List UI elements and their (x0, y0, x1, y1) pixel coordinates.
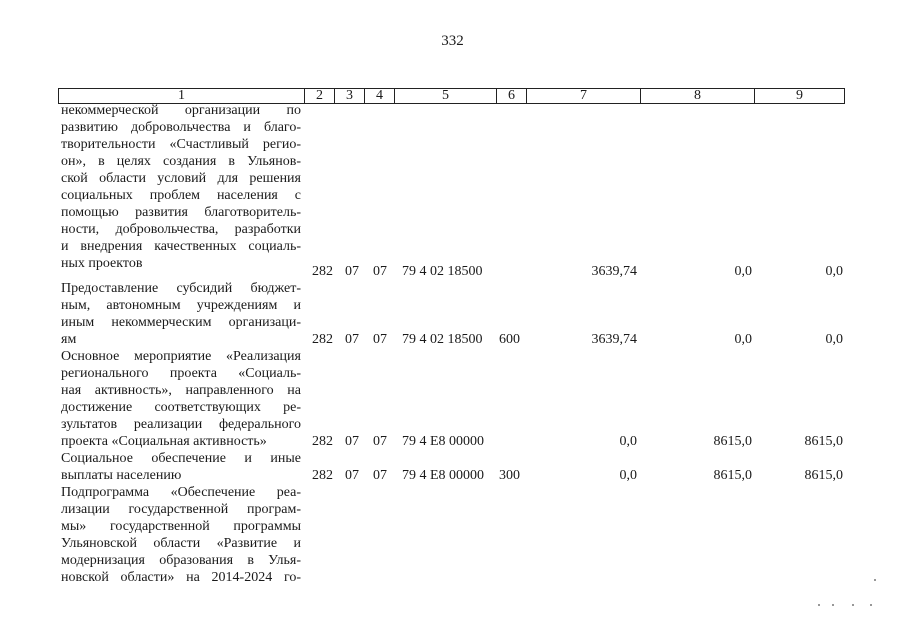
cell-amount-3: 0,0 (825, 264, 843, 279)
cell-amount-1: 3639,74 (591, 264, 637, 279)
cell-ministry: 282 (312, 468, 333, 483)
cell-amount-2: 8615,0 (713, 468, 752, 483)
header-col-2: 2 (305, 89, 335, 103)
cell-subsection: 07 (373, 468, 387, 483)
header-col-1: 1 (59, 89, 305, 103)
description-line: ных проектов (61, 256, 143, 271)
description-line: выплаты населению (61, 468, 182, 483)
table-row (0, 331, 905, 348)
header-col-7: 7 (527, 89, 641, 103)
cell-ministry: 282 (312, 264, 333, 279)
scan-speck (832, 604, 834, 606)
description-line: регионального проекта «Социаль- (61, 366, 301, 381)
row-description (61, 102, 301, 272)
description-line: и внедрения качественных социаль- (61, 239, 301, 254)
description-line: ным, автономным учреждениям и (61, 298, 301, 313)
page-number: 332 (441, 33, 464, 49)
description-line: мы» государственной программы (61, 519, 301, 534)
description-line: творительности «Счастливый регио- (61, 137, 301, 152)
cell-amount-1: 0,0 (619, 434, 637, 449)
cell-target-article: 79 4 02 18500 (402, 332, 483, 347)
scan-speck (874, 579, 876, 581)
header-col-9: 9 (796, 88, 803, 103)
description-line: некоммерческой организации по (61, 103, 301, 118)
scan-speck (852, 604, 854, 606)
cell-section: 07 (345, 332, 359, 347)
cell-subsection: 07 (373, 434, 387, 449)
scan-speck (870, 604, 872, 606)
description-line: иным некоммерческим организаци- (61, 315, 301, 330)
description-line: Предоставление субсидий бюджет- (61, 281, 301, 296)
description-line: лизации государственной програм- (61, 502, 301, 517)
cell-ministry: 282 (312, 332, 333, 347)
cell-expense-type: 300 (499, 468, 520, 483)
description-line: социальных проблем населения с (61, 188, 301, 203)
cell-section: 07 (345, 468, 359, 483)
description-line: достижение соответствующих ре- (61, 400, 301, 415)
description-line: помощью развития благотворитель- (61, 205, 301, 220)
description-line: Ульяновской области «Развитие и (61, 536, 301, 551)
description-line: Основное мероприятие «Реализация (61, 349, 301, 364)
description-line: модернизация образования в Улья- (61, 553, 301, 568)
cell-amount-3: 8615,0 (804, 434, 843, 449)
cell-amount-3: 8615,0 (804, 468, 843, 483)
description-line: ная активность», направленного на (61, 383, 301, 398)
header-col-3: 3 (335, 89, 365, 103)
table-row (0, 433, 905, 450)
cell-subsection: 07 (373, 332, 387, 347)
cell-amount-2: 8615,0 (713, 434, 752, 449)
cell-amount-2: 0,0 (734, 264, 752, 279)
cell-section: 07 (345, 264, 359, 279)
cell-expense-type: 600 (499, 332, 520, 347)
description-line: ям (61, 332, 77, 347)
cell-amount-1: 3639,74 (591, 332, 637, 347)
description-line: Подпрограмма «Обеспечение реа- (61, 485, 301, 500)
description-line: Социальное обеспечение и иные (61, 451, 301, 466)
cell-target-article: 79 4 E8 00000 (402, 468, 485, 483)
cell-section: 07 (345, 434, 359, 449)
table-row (0, 263, 905, 280)
header-col-8: 8 (641, 89, 755, 103)
cell-subsection: 07 (373, 264, 387, 279)
cell-target-article: 79 4 02 18500 (402, 264, 483, 279)
description-line: ской области условий для решения (61, 171, 301, 186)
header-col-5: 5 (395, 89, 497, 103)
description-line: зультатов реализации федерального (61, 417, 301, 432)
cell-amount-3: 0,0 (825, 332, 843, 347)
description-line: он», в целях создания в Ульянов- (61, 154, 301, 169)
description-line: развитию добровольчества и благо- (61, 120, 301, 135)
cell-amount-1: 0,0 (619, 468, 637, 483)
row-description (61, 484, 301, 586)
cell-ministry: 282 (312, 434, 333, 449)
description-line: проекта «Социальная активность» (61, 434, 267, 449)
description-line: ности, добровольчества, разработки (61, 222, 301, 237)
scan-speck (818, 604, 820, 606)
header-col-6: 6 (497, 89, 527, 103)
table-row (0, 467, 905, 484)
header-col-4: 4 (365, 89, 395, 103)
cell-target-article: 79 4 E8 00000 (402, 434, 485, 449)
cell-amount-2: 0,0 (734, 332, 752, 347)
description-line: новской области» на 2014-2024 го- (61, 570, 301, 585)
